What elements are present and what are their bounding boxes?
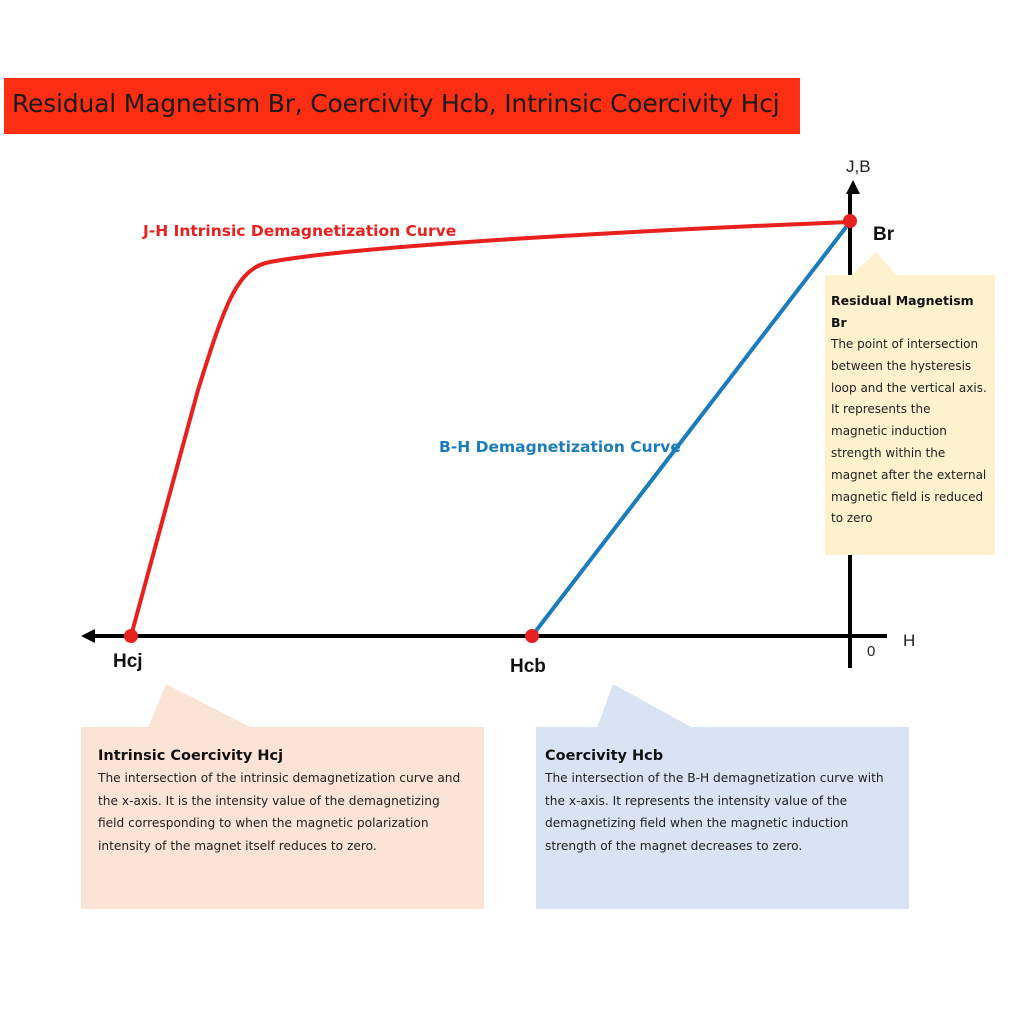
hcj-note-body: The intersection of the intrinsic demagnetization curve and the x-axis. It is the intensity value of the demagnetizing field corresponding to when the magnetic polarization intensity of the magnet itself reduces to zero. [98, 771, 461, 853]
bh-curve [532, 222, 850, 636]
hcj-callout-pointer [148, 684, 252, 728]
hcb-callout-pointer [597, 684, 693, 728]
hcb-note-title: Coercivity Hcb [545, 748, 664, 764]
hcj-note-title: Intrinsic Coercivity Hcj [98, 748, 284, 764]
br-label: Br [873, 224, 895, 245]
hcj-label: Hcj [113, 651, 143, 672]
br-point [843, 214, 857, 228]
br-note-title: Residual Magnetism Br [831, 293, 974, 330]
jh-curve [131, 222, 850, 636]
x-axis-arrow-icon [81, 629, 95, 643]
x-axis-label: H [903, 631, 916, 650]
hcb-point [525, 629, 539, 643]
bh-curve-label: B-H Demagnetization Curve [439, 438, 681, 456]
y-axis-arrow-icon [846, 180, 860, 194]
br-callout-pointer [850, 252, 898, 277]
y-axis-label: J,B [846, 157, 871, 176]
hcb-label: Hcb [510, 656, 546, 677]
origin-label: 0 [867, 643, 876, 660]
hcb-note [536, 727, 909, 909]
hcb-note-body: The intersection of the B-H demagnetization curve with the x-axis. It represents the intensity value of the demagnetizing field when the magnetic induction strength of the magnet decreases to zero. [545, 771, 884, 853]
br-note-body: The point of intersection between the hysteresis loop and the vertical axis. It represents the magnetic induction strength within the magnet after the external magnetic field is reduced to zero [831, 337, 987, 526]
hcj-point [124, 629, 138, 643]
jh-curve-label: J-H Intrinsic Demagnetization Curve [143, 222, 457, 240]
page-title: Residual Magnetism Br, Coercivity Hcb, Intrinsic Coercivity Hcj [12, 89, 780, 118]
hcj-note [81, 727, 484, 909]
br-note [825, 275, 995, 555]
